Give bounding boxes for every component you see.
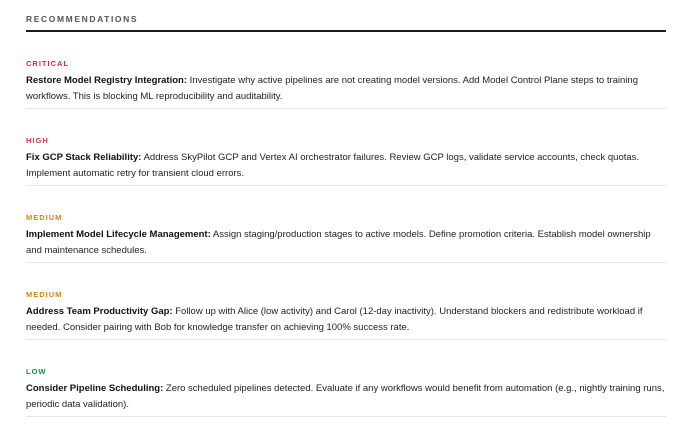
recommendation-text xyxy=(26,150,666,181)
priority-badge: MEDIUM xyxy=(26,290,63,299)
recommendation-body: Investigate why active pipelines are not creating model versions. Add Model Control Plane steps to training workflows. This is blocking ML reproducibility and auditability. xyxy=(26,75,638,102)
recommendation-body: Zero scheduled pipelines detected. Evaluate if any workflows would benefit from automation (e.g., nightly training runs, periodic data validation). xyxy=(26,383,665,410)
recommendation-text xyxy=(26,304,666,335)
recommendation-item xyxy=(26,263,666,340)
priority-badge: HIGH xyxy=(26,136,49,145)
recommendation-list xyxy=(26,32,666,417)
recommendation-text xyxy=(26,227,666,258)
priority-badge: CRITICAL xyxy=(26,59,69,68)
recommendation-title: Restore Model Registry Integration: xyxy=(26,75,187,86)
recommendation-title: Fix GCP Stack Reliability: xyxy=(26,152,142,163)
recommendation-item xyxy=(26,109,666,186)
recommendation-body: Address SkyPilot GCP and Vertex AI orchestrator failures. Review GCP logs, validate service accounts, check quotas. Implement automatic retry for transient cloud errors. xyxy=(26,152,640,179)
recommendation-text xyxy=(26,73,666,104)
recommendation-item xyxy=(26,32,666,109)
recommendation-title: Address Team Productivity Gap: xyxy=(26,306,173,317)
recommendation-title: Implement Model Lifecycle Management: xyxy=(26,229,211,240)
recommendation-item xyxy=(26,186,666,263)
recommendation-title: Consider Pipeline Scheduling: xyxy=(26,383,164,394)
section-title: RECOMMENDATIONS xyxy=(26,14,139,24)
recommendation-body: Follow up with Alice (low activity) and Carol (12-day inactivity). Understand blockers and redistribute workload if needed. Consider pairing with Bob for knowledge transfer on achieving 100% success rate. xyxy=(26,306,643,333)
priority-badge: MEDIUM xyxy=(26,213,63,222)
recommendation-text xyxy=(26,381,666,412)
recommendation-body: Assign staging/production stages to active models. Define promotion criteria. Establish model ownership and maintenance schedules. xyxy=(26,229,651,256)
recommendation-item xyxy=(26,340,666,417)
priority-badge: LOW xyxy=(26,367,47,376)
